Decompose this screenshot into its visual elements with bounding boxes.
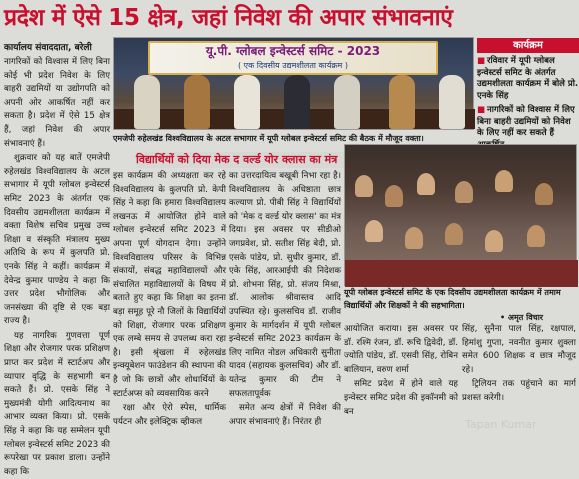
headline: प्रदेश में ऐसे 15 क्षेत्र, जहां निवेश की अपार संभावनाएं <box>4 5 453 31</box>
event-banner <box>148 41 438 75</box>
col1-paragraph-3: यह नागरिक गुणवत्ता पूर्ण शिक्षा और रोजगार परक प्रशिक्षण प्राप्त कर प्रदेश में स्टार्टअप और व्यापार वृद्धि के सहभागी बन सकते हैं। प्रो. एसके सिंह ने मुख्यमंत्री योगी आदित्यनाथ का आभार व्यक्त किया। प्रो. एसके सिंह ने कहा कि यह सम्मेलन यूपी ग्लोबल इन्वेस्टर्स समिट 2023 की रूपरेखा पर प्रकाश डाला। उन्होंने कहा कि <box>4 330 110 477</box>
student-figure <box>527 225 545 247</box>
dignitary-figure <box>234 75 260 129</box>
col5-paragraph-2: ट्रिलियन तक पहुंचाने का मार्ग प्रशस्त करेगी। <box>462 379 576 403</box>
student-figure <box>405 227 423 249</box>
student-figure <box>445 223 463 245</box>
student-figure <box>535 183 553 205</box>
bullet-icon: ■ <box>477 105 486 115</box>
student-figure <box>495 170 513 192</box>
sidebar-label: कार्यक्रम <box>477 38 579 53</box>
banner-subtitle: ( एक दिवसीय उद्यमशीलता कार्यक्रम ) <box>238 61 348 70</box>
column-4 <box>344 323 458 436</box>
dignitary-figure <box>284 75 310 129</box>
col1-paragraph-1: नागरिकों को विश्वास में लिए बिना कोई भी प्रदेश निवेश के लिए बाहरी उद्यमियों या उद्योगपति को अपनी ओर आकर्षित नहीं कर सकता है। प्रदेश में ऐसे 15 क्षेत्र हैं, जहां निवेश की अपार संभावनाएं हैं। <box>4 57 110 149</box>
byline: कार्यालय संवाददाता, बरेली <box>4 43 92 53</box>
dignitary-figure <box>134 75 160 129</box>
col4-paragraph-1: आयोजित कराया। इस अवसर पर डॉ. रश्मि रंजन, डॉ. रूचि द्विवेदी, डॉ. ज्योति पांडेय, डॉ. एसवी सिंह, रोबिन बालियान, वरुण शर्मा <box>344 324 458 375</box>
chair-row <box>345 260 578 287</box>
subheading: विद्यार्थियों को दिया मेक द वर्ल्ड योर क्लास का मंत्र <box>136 152 406 168</box>
stage-photo <box>113 37 474 130</box>
photo-caption-1: एमजेपी रुहेलखंड विश्वविद्यालय के अटल सभागार में यूपी ग्लोबल इन्वेस्टर्स समिट की बैठक में मौजूद वक्ता। <box>113 134 424 143</box>
student-figure <box>485 230 503 252</box>
watermark: Tapan Kumar <box>465 418 537 431</box>
dignitary-figure <box>389 75 415 129</box>
dignitary-figure <box>184 75 210 129</box>
column-1 <box>4 56 110 477</box>
program-sidebar <box>477 38 579 150</box>
photo-credit: • अमृत विचार <box>500 313 544 322</box>
col2-paragraph-1: इस कार्यक्रम की अध्यक्षता कर रहे विश्वविद्यालय के कुलपति प्रो. केपी सिंह ने कहा कि हमारा विश्वविद्यालय लखनऊ में आयोजित होने वाले ग्लोबल इन्वेस्टर्स समिट 2023 में अपना पूर्ण योगदान देगा। उन्होंने विश्वविद्यालय परिसर के विभिन्न संकायों, संबद्ध महाविद्यालयों और संचालित महाविद्यालयों के विषय में बताते हुए कहा कि शिक्षा का इतना बड़ा समूह पूरे नौ जिलों के विद्यार्थियों को शिक्षा, रोजगार परक प्रशिक्षण एक लम्बे समय से उपलब्ध करा रहा है। इसी श्रृंखला में रुहेलखंड इन्क्यूबेशन फाउंडेशन की स्थापना की है जो कि छात्रों और शोधार्थियों के स्टार्टअप्स को व्यवसायिक करने <box>113 171 226 399</box>
photo-caption-2: यूपी ग्लोबल इन्वेस्टर्स समिट के एक दिवसीय उद्यमशीलता कार्यक्रम में तमाम विद्यार्थियों और शिक्षकों ने की सहभागिता। <box>344 288 561 310</box>
col5-paragraph-1: सिंह, सुनैना पाल सिंह, रक्षपाल, हिमांशु गुप्ता, नवनीत कुमार शुक्ला समेत 600 शिक्षक व छात्र मौजूद रहे। <box>462 324 576 375</box>
dignitary-figure <box>334 75 360 129</box>
col3-paragraph-2: समेत अन्य क्षेत्रों में निवेश की अपार संभावनाएं हैं। निरंतर ही <box>229 403 341 427</box>
col3-paragraph-1: का उत्तरदायित्व बखूबी निभा रहा है। विश्वविद्यालय के अधिष्ठाता छात्र कल्याण प्रो. पीबी सिंह ने विद्यार्थियों को 'मेक द वर्ल्ड योर क्लास' का मंत्र दिया। इस अवसर पर सीडीओ जगप्रवेश, प्रो. सतीश सिंह बेदी, प्रो. एसके पांडेय, प्रो. सुधीर कुमार, डॉ. एके सिंह, आरआईपी की निदेशक प्रो. शोभना सिंह, प्रो. संजय मिश्रा, डॉ. आलोक श्रीवास्तव आदि उपस्थित रहे। कुलसचिव डॉ. राजीव कुमार के मार्गदर्शन में यूपी ग्लोबल इन्वेस्टर्स समिट 2023 कार्यक्रम के लिए नामित नोडल अधिकारी सुनीता यादव (सहायक कुलसचिव) और डॉ. यतेन्द्र कुमार की टीम ने सफलतापूर्वक <box>229 171 341 399</box>
audience-photo <box>344 144 577 286</box>
banner-title: यू.पी. ग्लोबल इन्वेस्टर्स समिट - 2023 <box>205 44 381 58</box>
col4-paragraph-2: समिट प्रदेश में होने वाले यह इन्वेस्टर समिट प्रदेश की इकॉनमी को बन <box>344 379 458 417</box>
student-figure <box>455 181 473 203</box>
student-figure <box>417 173 435 195</box>
sidebar-item-text: रविवार में यूपी ग्लोबल इन्वेस्टर्स समिट के अंतर्गत उद्यमशीलता कार्यक्रम में बोले प्रो. एनके सिंह <box>477 56 579 101</box>
bullet-icon: ■ <box>477 56 486 66</box>
student-figure <box>355 175 373 197</box>
column-2 <box>113 170 226 436</box>
student-figure <box>365 220 383 242</box>
col2-paragraph-2: रक्षा और ऐरो स्पेस, धार्मिक पर्यटन और इलेक्ट्रिक व्हीकल <box>113 403 226 427</box>
sidebar-item <box>477 56 579 102</box>
sidebar-item-text: नागरिकों को विश्वास में लिए बिना बाहरी उद्यमियों को निवेश के लिए नहीं कर सकते हैं <box>477 105 575 138</box>
col1-paragraph-2: शुक्रवार को यह बातें एमजेपी रुहेलखंड विश्वविद्यालय के अटल सभागार में यूपी ग्लोबल इन्वेस्टर्स समिट 2023 के अंतर्गत एक दिवसीय उद्यमशीलता कार्यक्रम में वक्ता विशेष सचिव प्रमुख उच्च शिक्षा व संस्कृति मंत्रालय मुख्य अतिथि के रूप में कुलपति प्रो. एनके सिंह ने कहीं। कार्यक्रम में देवेन्द्र कुमार पाण्डेय ने कहा कि उत्तर प्रदेश भौगोलिक और जनसंख्या की दृष्टि से एक बड़ा राज्य है। <box>4 153 110 327</box>
student-figure <box>385 185 403 207</box>
dignitary-figure <box>439 75 465 129</box>
column-3 <box>229 170 341 436</box>
